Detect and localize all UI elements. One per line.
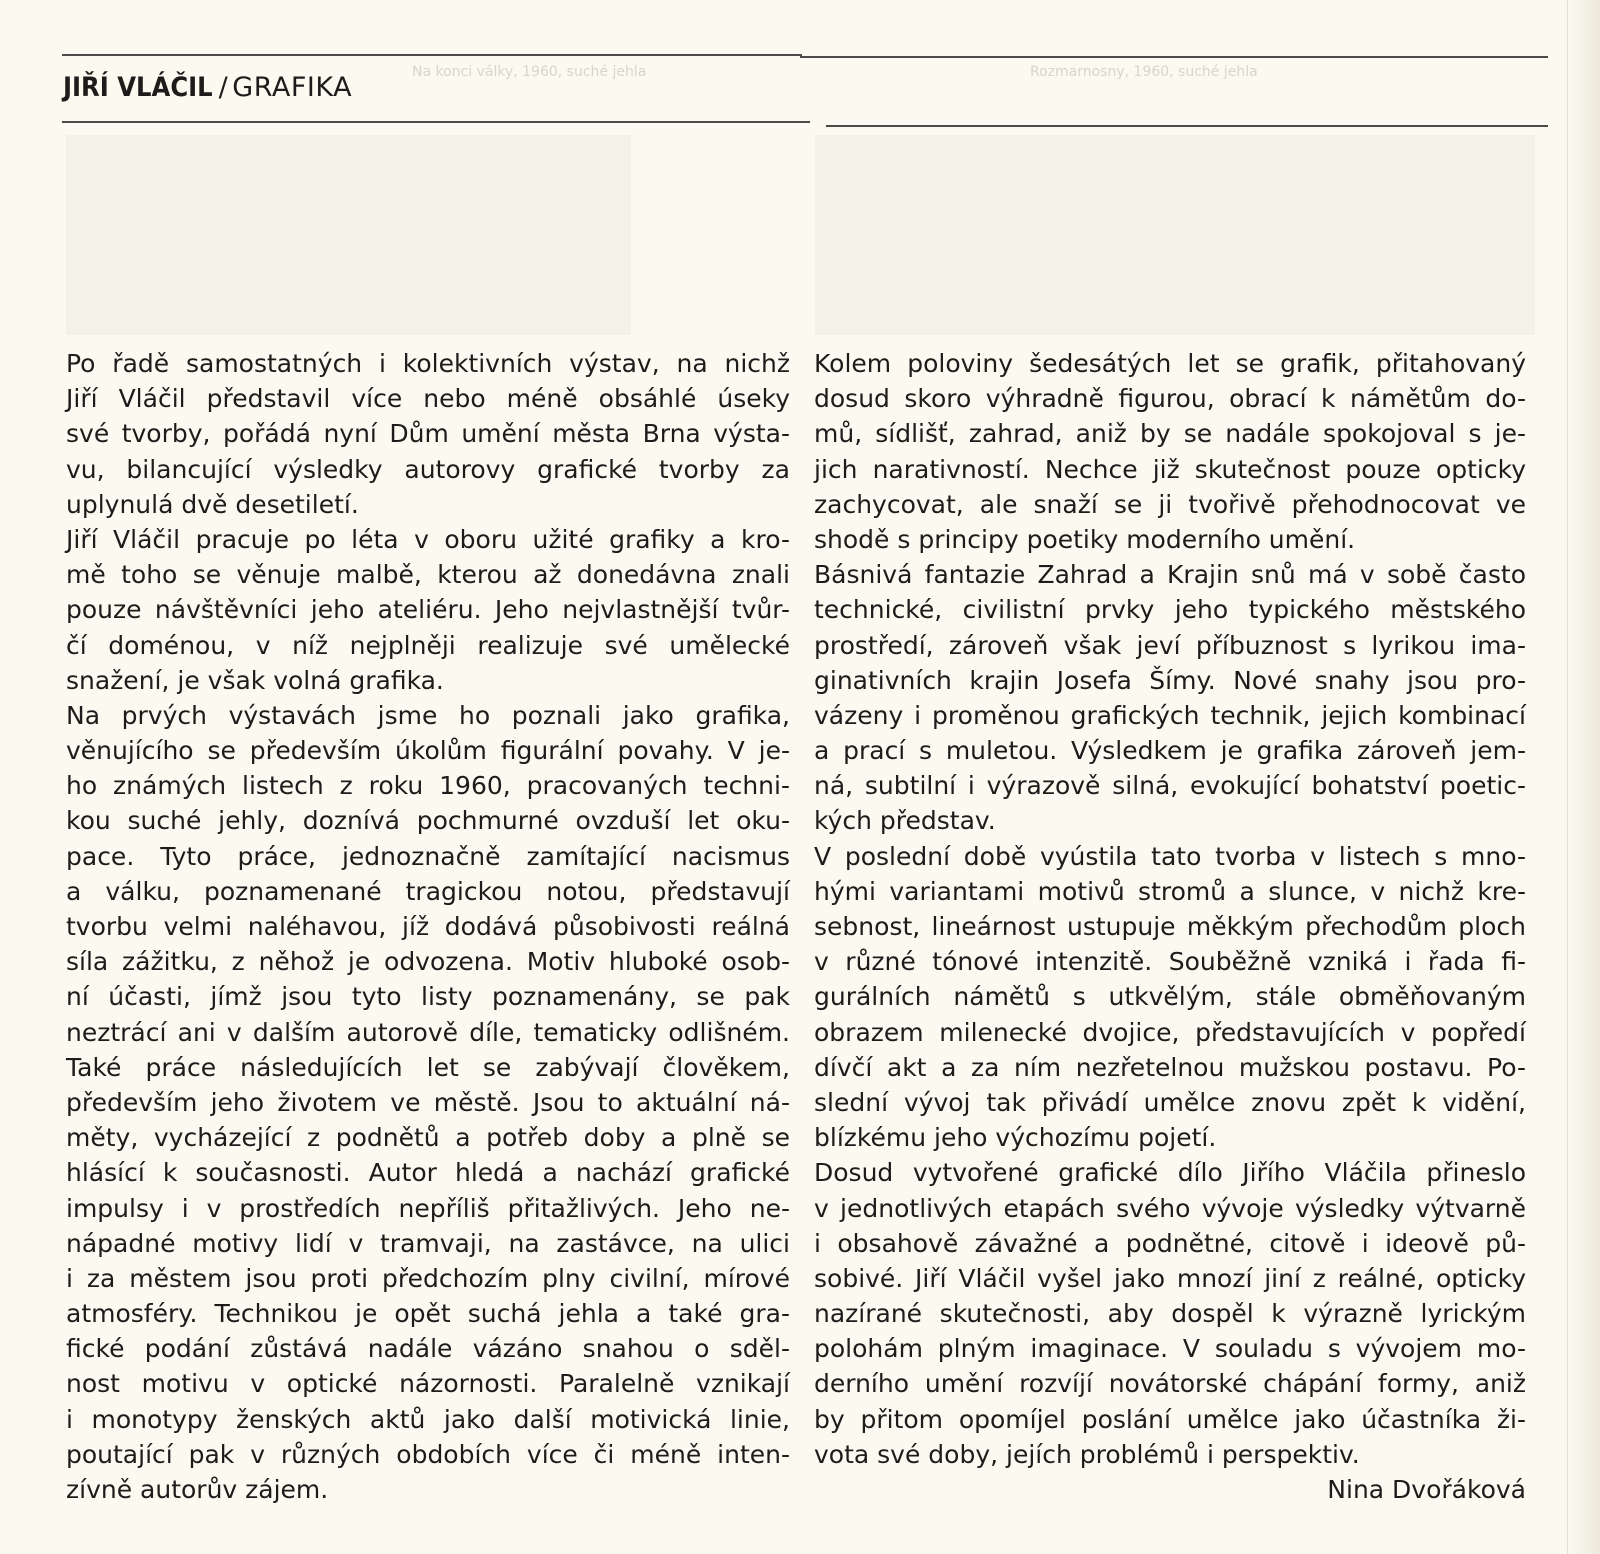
text-line: dívčí akt a za ním nezřetelnou mužskou postavu. Po-	[814, 1052, 1526, 1082]
bleed-through-image-right	[815, 135, 1535, 335]
text-line: vota své doby, jejích problémů i perspektiv.	[814, 1439, 1360, 1469]
text-line: derního umění rozvíjí novátorské chápání formy, aniž	[814, 1369, 1526, 1399]
text-line: sobivé. Jiří Vláčil vyšel jako mnozí jiní z reálné, opticky	[814, 1263, 1526, 1293]
text-line: ní účasti, jímž jsou tyto listy poznamenány, se pak	[66, 982, 790, 1012]
text-line: mě toho se věnuje malbě, kterou až donedávna znali	[66, 560, 790, 590]
text-line: své tvorby, pořádá nyní Dům umění města Brna výsta-	[66, 419, 790, 449]
text-line: neztrácí ani v dalším autorově díle, tematicky odlišném.	[66, 1017, 790, 1047]
text-line: poutající pak v různých obdobích více či méně inten-	[66, 1439, 790, 1469]
bleed-through-caption-left: Na konci války, 1960, suché jehla	[412, 64, 647, 80]
text-line: Dosud vytvořené grafické dílo Jiřího Vláčila přineslo	[814, 1158, 1526, 1188]
text-line: vu, bilancující výsledky autorovy grafické tvorby za	[66, 454, 790, 484]
header-top-rule-left	[62, 54, 802, 56]
text-line: sebnost, lineárnost ustupuje měkkým přechodům ploch	[814, 912, 1526, 941]
header-bottom-rule-right	[826, 125, 1548, 127]
text-line: nost motivu v optické názornosti. Paralelně vznikají	[66, 1369, 790, 1399]
text-line: i za městem jsou proti předchozím plny civilní, mírové	[66, 1263, 790, 1293]
text-line: čí doménou, v níž nejplněji realizuje své umělecké	[66, 630, 790, 660]
article-column-right	[814, 346, 1526, 1507]
text-line: pouze návštěvníci jeho ateliéru. Jeho nejvlastnější tvůr-	[66, 595, 790, 625]
section-title: GRAFIKA	[232, 72, 353, 103]
text-line: slední vývoj tak přivádí umělce znovu zpět k vidění,	[814, 1087, 1526, 1117]
text-line: kou suché jehly, doznívá pochmurné ovzduší let oku-	[66, 806, 790, 836]
text-line: ho známých listech z roku 1960, pracovaných techni-	[66, 771, 790, 801]
text-line: prostředí, zároveň však jeví příbuznost s lyrikou ima-	[814, 630, 1526, 660]
page-edge	[1567, 0, 1600, 1554]
text-line: blízkému jeho výchozímu pojetí.	[814, 1123, 1217, 1153]
text-line: kých představ.	[814, 806, 996, 836]
header-top-rule-right	[800, 56, 1548, 58]
text-line: atmosféry. Technikou je opět suchá jehla a také gra-	[66, 1299, 790, 1329]
text-line: tvorbu velmi naléhavou, jíž dodává působivosti reálná	[66, 912, 790, 941]
text-line: nazírané skutečnosti, aby dospěl k výrazně lyrickým	[814, 1299, 1526, 1329]
text-line: uplynulá dvě desetiletí.	[66, 489, 359, 519]
header-separator: /	[218, 72, 229, 103]
bleed-through-caption-right: Rozmarnosny, 1960, suché jehla	[1030, 64, 1258, 80]
text-line: by přitom opomíjel poslání umělce jako účastníka ži-	[814, 1404, 1526, 1434]
text-line: mů, sídlišť, zahrad, aniž by se nadále spokojoval s je-	[814, 419, 1526, 449]
bleed-through-image-left	[66, 135, 631, 335]
text-line: Také práce následujících let se zabývají člověkem,	[66, 1052, 790, 1082]
page-header	[63, 72, 352, 103]
text-line: dosud skoro výhradně figurou, obrací k námětům do-	[814, 384, 1526, 414]
text-line: síla zážitku, z něhož je odvozena. Motiv hluboké osob-	[66, 947, 790, 977]
text-line: vázeny i proměnou grafických technik, jejich kombinací	[814, 700, 1526, 730]
text-line: pace. Tyto práce, jednoznačně zamítající nacismus	[66, 841, 790, 871]
text-line: obrazem milenecké dvojice, představujících v popředí	[814, 1017, 1526, 1047]
text-line: a válku, poznamenané tragickou notou, představují	[66, 876, 790, 906]
text-line: měty, vycházející z podnětů a potřeb doby a plně se	[66, 1123, 790, 1153]
text-line: hými variantami motivů stromů a slunce, v nichž kre-	[814, 876, 1526, 906]
text-line: technické, civilistní prvky jeho typického městského	[814, 595, 1526, 625]
text-line: impulsy i v prostředích nepříliš přitažlivých. Jeho ne-	[66, 1193, 790, 1223]
text-line: Kolem poloviny šedesátých let se grafik, přitahovaný	[814, 349, 1526, 378]
text-line: V poslední době vyústila tato tvorba v listech s mno-	[814, 841, 1526, 871]
text-line: Jiří Vláčil představil více nebo méně obsáhlé úseky	[66, 384, 790, 414]
header-bottom-rule-left	[62, 121, 810, 123]
text-line: gurálních námětů s utkvělým, stále obměňovaným	[814, 982, 1526, 1012]
text-line: nápadné motivy lidí v tramvaji, na zastávce, na ulici	[66, 1228, 790, 1258]
text-line: a prací s muletou. Výsledkem je grafika zároveň jem-	[814, 736, 1526, 766]
text-line: snažení, je však volná grafika.	[66, 665, 444, 695]
text-line: Básnivá fantazie Zahrad a Krajin snů má v sobě často	[814, 560, 1526, 590]
text-line: polohám plným imaginace. V souladu s vývojem mo-	[814, 1334, 1526, 1364]
text-line: především jeho životem ve městě. Jsou to aktuální ná-	[66, 1087, 790, 1117]
text-line: ná, subtilní i výrazově silná, evokující bohatství poetic-	[814, 771, 1526, 801]
text-line: hlásící k současnosti. Autor hledá a nachází grafické	[66, 1158, 790, 1188]
text-line: v jednotlivých etapách svého vývoje výsledky výtvarně	[814, 1193, 1526, 1223]
text-line: i monotypy ženských aktů jako další motivická linie,	[66, 1404, 790, 1434]
author-signature: Nina Dvořáková	[1327, 1475, 1526, 1504]
text-line: zívně autorův zájem.	[66, 1475, 329, 1504]
artist-name: JIŘÍ VLÁČIL	[63, 72, 213, 103]
text-line: věnujícího se především úkolům figurální povahy. V je-	[66, 736, 790, 766]
text-line: ginativních krajin Josefa Šímy. Nové snahy jsou pro-	[814, 665, 1526, 695]
text-line: fické podání zůstává nadále vázáno snahou o sděl-	[66, 1334, 790, 1364]
text-line: Na prvých výstavách jsme ho poznali jako grafika,	[66, 700, 790, 730]
text-line: Jiří Vláčil pracuje po léta v oboru užité grafiky a kro-	[66, 524, 790, 554]
text-line: shodě s principy poetiky moderního umění.	[814, 524, 1356, 554]
text-line: zachycovat, ale snaží se ji tvořivě přehodnocovat ve	[814, 489, 1526, 519]
article-column-left	[66, 346, 790, 1507]
text-line: Po řadě samostatných i kolektivních výstav, na nichž	[66, 349, 790, 378]
text-line: v různé tónové intenzitě. Souběžně vzniká i řada fi-	[814, 947, 1526, 977]
text-line: i obsahově závažné a podnětné, citově i ideově pů-	[814, 1228, 1526, 1258]
text-line: jich narativností. Nechce již skutečnost pouze opticky	[814, 454, 1526, 484]
